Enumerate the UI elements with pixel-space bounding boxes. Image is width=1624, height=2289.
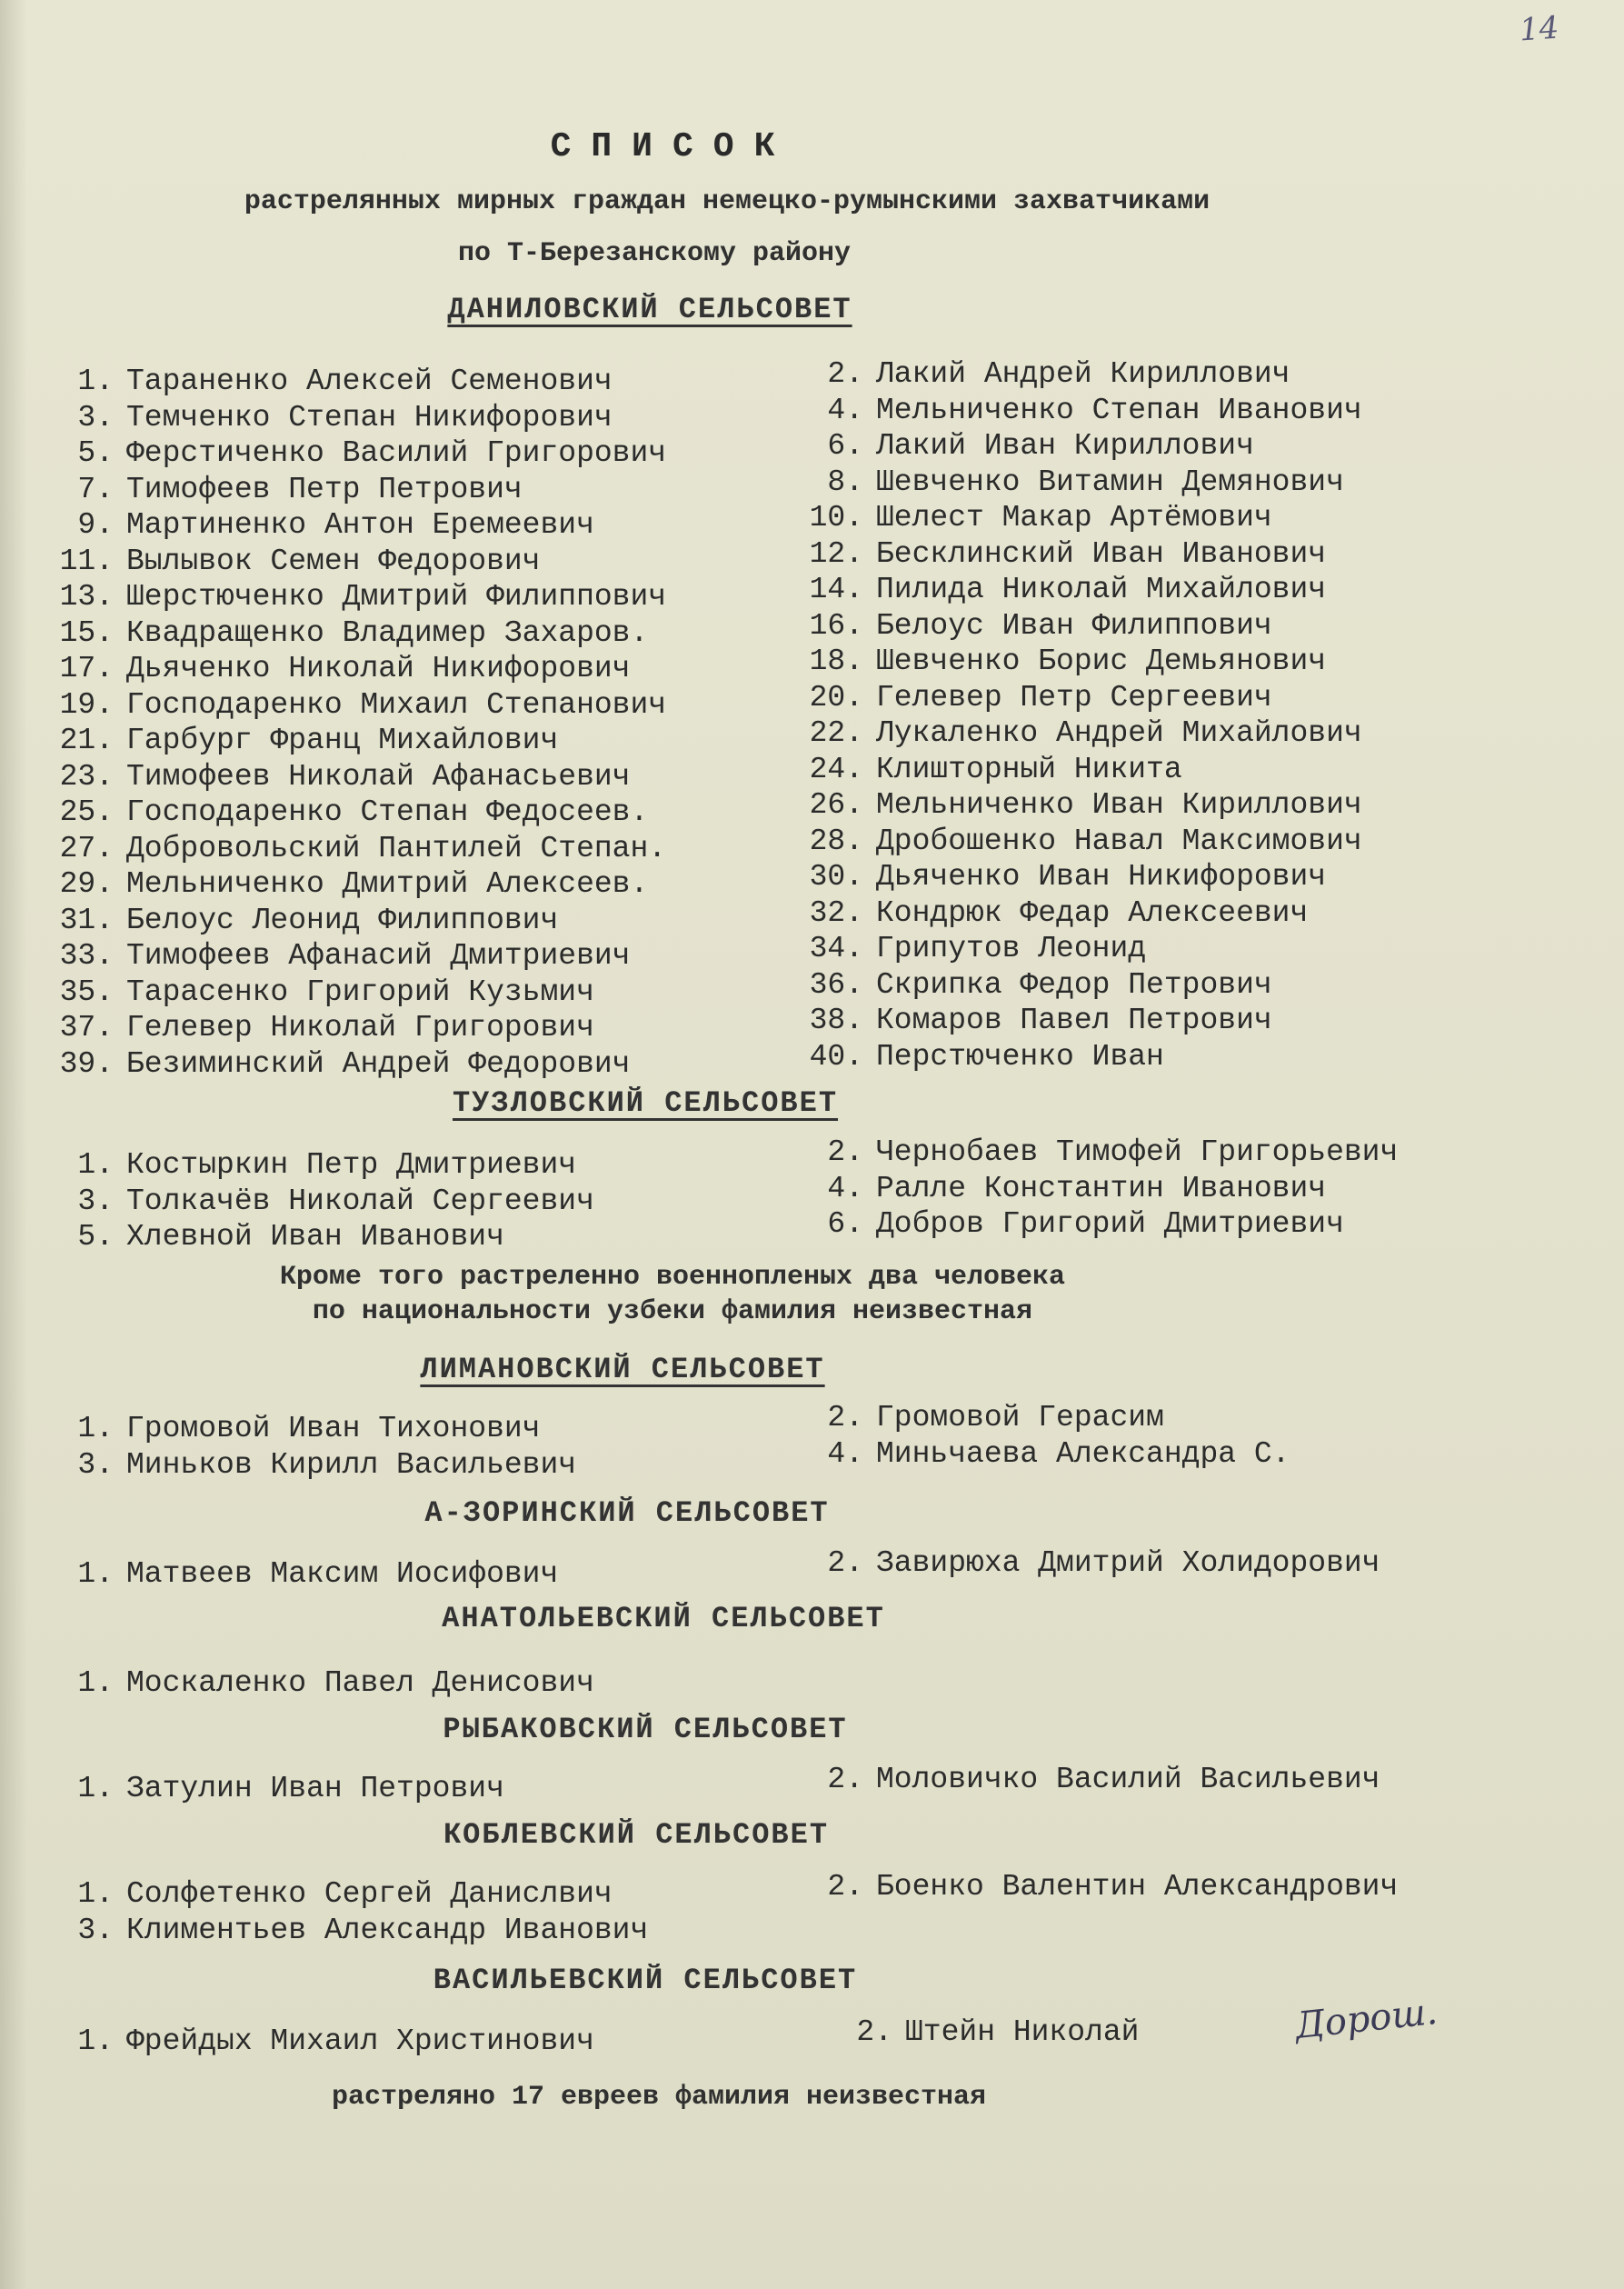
document-subtitle: растрелянных мирных граждан немецко-румынскими захватчиками bbox=[244, 186, 1211, 217]
section-heading-koblevsky: КОБЛЕВСКИЙ СЕЛЬСОВЕТ bbox=[443, 1818, 830, 1852]
koblevsky-left-list bbox=[50, 1876, 648, 1948]
list-item-name: Шерстюченко Дмитрий Филиппович bbox=[126, 580, 667, 614]
list-item-number: 3. bbox=[77, 1447, 114, 1482]
list-item-number: 6. bbox=[827, 429, 863, 463]
list-item bbox=[50, 651, 666, 687]
anatolevsky-left-list bbox=[50, 1665, 594, 1702]
list-item-name: Ралле Константин Иванович bbox=[876, 1171, 1327, 1205]
list-item-number: 32. bbox=[809, 895, 863, 930]
rybakovsky-right-list bbox=[800, 1762, 1380, 1798]
list-item bbox=[50, 1147, 594, 1184]
list-item-number: 20. bbox=[809, 680, 863, 715]
list-item-number: 29. bbox=[59, 867, 114, 901]
list-item-number: 22. bbox=[809, 716, 863, 750]
list-item bbox=[50, 472, 666, 508]
list-item-name: Тарасенко Григорий Кузьмич bbox=[126, 975, 594, 1009]
list-item-name: Мельниченко Степан Иванович bbox=[876, 393, 1362, 427]
list-item-number: 14. bbox=[809, 573, 863, 606]
list-item-name: Белоус Леонид Филиппович bbox=[126, 903, 559, 937]
list-item bbox=[800, 1869, 1398, 1905]
list-item bbox=[50, 1219, 594, 1255]
list-item-number: 26. bbox=[809, 788, 863, 822]
list-item bbox=[800, 1171, 1398, 1207]
list-item-number: 24. bbox=[809, 752, 863, 786]
list-item-number: 4. bbox=[827, 1171, 863, 1205]
list-item bbox=[800, 895, 1362, 932]
rybakovsky-left-list bbox=[50, 1771, 504, 1807]
list-item bbox=[800, 1762, 1380, 1798]
list-item bbox=[800, 1135, 1398, 1171]
tuzlovsky-note-line1: Кроме того растреленно военнопленых два человека bbox=[279, 1262, 1066, 1293]
list-item bbox=[50, 400, 666, 436]
list-item bbox=[50, 435, 666, 472]
list-item-number: 38. bbox=[809, 1004, 863, 1037]
list-item-name: Гарбург Франц Михайлович bbox=[126, 724, 559, 757]
list-item-number: 34. bbox=[809, 932, 863, 965]
danilovsky-left-list bbox=[50, 364, 666, 1082]
list-item bbox=[50, 1447, 576, 1484]
list-item bbox=[800, 536, 1362, 573]
list-item-number: 2. bbox=[827, 357, 863, 391]
list-item-name: Мельниченко Иван Кириллович bbox=[876, 788, 1362, 822]
list-item-number: 2. bbox=[856, 2015, 892, 2049]
list-item-name: Чернобаев Тимофей Григорьевич bbox=[876, 1135, 1399, 1169]
list-item-name: Моловичко Василий Васильевич bbox=[876, 1763, 1380, 1796]
list-item-name: Тимофеев Петр Петрович bbox=[126, 472, 523, 506]
list-item-name: Миньков Кирилл Васильевич bbox=[126, 1447, 577, 1482]
list-item-name: Миньчаева Александра С. bbox=[876, 1436, 1290, 1471]
list-item-number: 23. bbox=[59, 759, 114, 794]
list-item-number: 21. bbox=[59, 724, 114, 757]
list-item bbox=[50, 544, 666, 580]
list-item-name: Комаров Павел Петрович bbox=[876, 1004, 1272, 1037]
list-item-name: Громовой Иван Тихонович bbox=[126, 1412, 541, 1445]
list-item bbox=[50, 687, 666, 724]
list-item-name: Мартиненко Антон Еремеевич bbox=[126, 508, 594, 542]
list-item bbox=[50, 364, 666, 400]
page-number: 14 bbox=[1518, 9, 1560, 49]
tuzlovsky-note-line2: по национальности узбеки фамилия неизвестная bbox=[312, 1296, 1033, 1327]
list-item-number: 6. bbox=[827, 1207, 863, 1241]
list-item-number: 3. bbox=[77, 400, 114, 435]
list-item bbox=[800, 572, 1362, 608]
list-item-number: 1. bbox=[77, 1412, 114, 1445]
list-item-name: Темченко Степан Никифорович bbox=[126, 400, 613, 435]
list-item-number: 1. bbox=[77, 2024, 114, 2058]
list-item-number: 28. bbox=[809, 824, 863, 858]
list-item-name: Климентьев Александр Иванович bbox=[126, 1913, 649, 1947]
list-item-number: 17. bbox=[59, 652, 114, 685]
list-item-name: Фрейдых Михаил Христинович bbox=[126, 2024, 594, 2058]
list-item-number: 3. bbox=[77, 1913, 114, 1947]
koblevsky-right-list bbox=[800, 1869, 1398, 1905]
list-item-name: Штейн Николай bbox=[905, 2015, 1140, 2049]
section-heading-limanovsky: ЛИМАНОВСКИЙ СЕЛЬСОВЕТ bbox=[420, 1353, 825, 1386]
list-item-number: 5. bbox=[77, 1220, 114, 1254]
list-item-name: Добров Григорий Дмитриевич bbox=[876, 1207, 1344, 1241]
list-item bbox=[50, 1913, 648, 1949]
list-item bbox=[800, 500, 1362, 536]
section-heading-rybakovsky: РЫБАКОВСКИЙ СЕЛЬСОВЕТ bbox=[443, 1713, 848, 1746]
list-item-number: 9. bbox=[77, 508, 114, 542]
list-item-number: 40. bbox=[809, 1039, 863, 1074]
list-item-number: 12. bbox=[809, 536, 863, 571]
list-item bbox=[50, 1556, 558, 1593]
list-item bbox=[50, 1010, 666, 1046]
list-item bbox=[50, 1046, 666, 1083]
list-item bbox=[50, 759, 666, 795]
list-item-name: Скрипка Федор Петрович bbox=[876, 967, 1272, 1002]
list-item-number: 13. bbox=[59, 580, 114, 614]
handwritten-signature: Дорош. bbox=[1293, 1990, 1440, 2048]
list-item-name: Боенко Валентин Александрович bbox=[876, 1870, 1399, 1904]
section-heading-azorinsky: А-ЗОРИНСКИЙ СЕЛЬСОВЕТ bbox=[424, 1496, 830, 1530]
list-item bbox=[800, 680, 1362, 716]
list-item bbox=[50, 975, 666, 1011]
list-item bbox=[800, 1400, 1290, 1436]
list-item-number: 5. bbox=[77, 436, 114, 470]
vasilevsky-left-list bbox=[50, 2024, 594, 2060]
list-item-name: Пилида Николай Михайлович bbox=[876, 573, 1327, 606]
list-item-name: Ферстиченко Василий Григорович bbox=[126, 436, 667, 470]
list-item-number: 1. bbox=[77, 1557, 114, 1591]
document-title: СПИСОК bbox=[550, 127, 795, 166]
list-item-name: Тимофеев Афанасий Дмитриевич bbox=[126, 939, 631, 973]
list-item-number: 15. bbox=[59, 615, 114, 650]
list-item-name: Дьяченко Николай Никифорович bbox=[126, 652, 631, 685]
list-item bbox=[800, 1545, 1380, 1582]
list-item-number: 4. bbox=[827, 1436, 863, 1471]
list-item bbox=[800, 752, 1362, 788]
list-item-name: Шевченко Витамин Демянович bbox=[876, 465, 1344, 499]
list-item-number: 1. bbox=[77, 1666, 114, 1700]
list-item-number: 2. bbox=[827, 1870, 863, 1904]
document-district: по Т-Березанскому району bbox=[457, 238, 852, 269]
list-item bbox=[50, 831, 666, 867]
list-item-number: 31. bbox=[59, 903, 114, 937]
list-item-number: 1. bbox=[77, 365, 114, 398]
danilovsky-right-list bbox=[800, 356, 1362, 1075]
list-item-name: Солфетенко Сергей Данислвич bbox=[126, 1877, 613, 1911]
vasilevsky-note: растреляно 17 евреев фамилия неизвестная bbox=[331, 2082, 987, 2113]
list-item bbox=[50, 1411, 576, 1447]
tuzlovsky-left-list bbox=[50, 1147, 594, 1255]
list-item bbox=[800, 787, 1362, 824]
list-item bbox=[50, 1665, 594, 1702]
list-item-name: Квадращенко Владимер Захаров. bbox=[126, 615, 649, 650]
list-item-name: Клишторный Никита bbox=[876, 752, 1182, 786]
list-item bbox=[800, 465, 1362, 501]
list-item bbox=[800, 608, 1362, 645]
list-item bbox=[50, 507, 666, 544]
list-item-number: 35. bbox=[59, 975, 114, 1009]
section-heading-anatolevsky: АНАТОЛЬЕВСКИЙ СЕЛЬСОВЕТ bbox=[442, 1602, 885, 1635]
list-item bbox=[50, 795, 666, 831]
list-item-number: 33. bbox=[59, 939, 114, 973]
list-item bbox=[800, 715, 1362, 752]
list-item-name: Мельниченко Дмитрий Алексеев. bbox=[126, 867, 649, 901]
list-item bbox=[50, 1876, 648, 1913]
list-item-number: 39. bbox=[59, 1046, 114, 1081]
list-item bbox=[800, 1003, 1362, 1039]
list-item-name: Хлевной Иван Иванович bbox=[126, 1220, 504, 1254]
list-item-number: 7. bbox=[77, 472, 114, 506]
list-item-number: 1. bbox=[77, 1772, 114, 1805]
list-item-name: Матвеев Максим Иосифович bbox=[126, 1557, 559, 1591]
list-item-name: Господаренко Михаил Степанович bbox=[126, 687, 667, 722]
list-item-number: 2. bbox=[827, 1546, 863, 1580]
list-item-name: Громовой Герасим bbox=[876, 1401, 1164, 1434]
list-item bbox=[50, 2024, 594, 2060]
list-item-name: Толкачёв Николай Сергеевич bbox=[126, 1184, 594, 1218]
list-item-name: Гелевер Петр Сергеевич bbox=[876, 680, 1272, 715]
list-item-name: Завирюха Дмитрий Холидорович bbox=[876, 1546, 1380, 1580]
list-item-number: 4. bbox=[827, 393, 863, 427]
list-item bbox=[800, 356, 1362, 393]
list-item bbox=[50, 615, 666, 652]
list-item bbox=[800, 1039, 1362, 1075]
list-item-name: Безиминский Андрей Федорович bbox=[126, 1046, 631, 1081]
list-item bbox=[800, 644, 1362, 680]
section-heading-danilovsky: ДАНИЛОВСКИЙ СЕЛЬСОВЕТ bbox=[447, 293, 852, 326]
list-item bbox=[800, 824, 1362, 860]
page-edge-shadow bbox=[0, 0, 27, 2289]
list-item-name: Дьяченко Иван Никифорович bbox=[876, 860, 1327, 894]
list-item-number: 19. bbox=[59, 687, 114, 722]
list-item-name: Москаленко Павел Денисович bbox=[126, 1666, 594, 1700]
list-item-name: Бесклинский Иван Иванович bbox=[876, 536, 1327, 571]
list-item-name: Лукаленко Андрей Михайлович bbox=[876, 716, 1362, 750]
vasilevsky-right-list bbox=[829, 2014, 1139, 2051]
list-item-number: 18. bbox=[809, 645, 863, 678]
list-item-name: Шелест Макар Артёмович bbox=[876, 501, 1272, 535]
list-item-name: Лакий Иван Кириллович bbox=[876, 429, 1254, 463]
list-item-name: Добровольский Пантилей Степан. bbox=[126, 831, 667, 865]
list-item-number: 16. bbox=[809, 608, 863, 643]
limanovsky-left-list bbox=[50, 1411, 576, 1483]
list-item-name: Лакий Андрей Кириллович bbox=[876, 357, 1290, 391]
list-item bbox=[50, 1771, 504, 1807]
list-item-number: 8. bbox=[827, 465, 863, 499]
list-item bbox=[800, 1206, 1398, 1243]
list-item-name: Тараненко Алексей Семенович bbox=[126, 365, 613, 398]
list-item-number: 3. bbox=[77, 1184, 114, 1218]
list-item bbox=[50, 938, 666, 975]
list-item bbox=[800, 967, 1362, 1004]
list-item-name: Шевченко Борис Демьянович bbox=[876, 645, 1327, 678]
list-item-number: 1. bbox=[77, 1148, 114, 1182]
list-item-name: Костыркин Петр Дмитриевич bbox=[126, 1148, 577, 1182]
list-item-name: Кондрюк Федар Алексеевич bbox=[876, 895, 1309, 930]
list-item-number: 37. bbox=[59, 1011, 114, 1045]
list-item-number: 36. bbox=[809, 967, 863, 1002]
list-item-number: 2. bbox=[827, 1135, 863, 1169]
azorinsky-left-list bbox=[50, 1556, 558, 1593]
list-item-name: Дробошенко Навал Максимович bbox=[876, 824, 1362, 858]
azorinsky-right-list bbox=[800, 1545, 1380, 1582]
limanovsky-right-list bbox=[800, 1400, 1290, 1472]
list-item-number: 10. bbox=[809, 501, 863, 535]
list-item-name: Грипутов Леонид bbox=[876, 932, 1147, 965]
list-item-number: 11. bbox=[59, 544, 114, 578]
list-item-number: 2. bbox=[827, 1401, 863, 1434]
list-item-number: 2. bbox=[827, 1763, 863, 1796]
list-item bbox=[800, 1436, 1290, 1473]
list-item bbox=[800, 859, 1362, 895]
list-item-name: Господаренко Степан Федосеев. bbox=[126, 795, 649, 829]
tuzlovsky-right-list bbox=[800, 1135, 1398, 1243]
list-item-name: Перстюченко Иван bbox=[876, 1039, 1164, 1074]
section-heading-tuzlovsky: ТУЗЛОВСКИЙ СЕЛЬСОВЕТ bbox=[452, 1086, 839, 1120]
list-item-name: Вылывок Семен Федорович bbox=[126, 544, 541, 578]
list-item bbox=[800, 428, 1362, 465]
list-item-name: Белоус Иван Филиппович bbox=[876, 608, 1272, 643]
list-item bbox=[829, 2014, 1139, 2051]
list-item bbox=[50, 723, 666, 759]
list-item bbox=[800, 931, 1362, 967]
list-item bbox=[50, 579, 666, 615]
list-item-name: Гелевер Николай Григорович bbox=[126, 1011, 594, 1045]
list-item-number: 27. bbox=[59, 831, 114, 865]
section-heading-vasilevsky: ВАСИЛЬЕВСКИЙ СЕЛЬСОВЕТ bbox=[433, 1964, 858, 1997]
list-item-number: 1. bbox=[77, 1877, 114, 1911]
list-item bbox=[50, 903, 666, 939]
list-item-number: 25. bbox=[59, 795, 114, 829]
list-item-name: Затулин Иван Петрович bbox=[126, 1772, 504, 1805]
list-item-number: 30. bbox=[809, 860, 863, 894]
list-item bbox=[50, 1184, 594, 1220]
list-item-name: Тимофеев Николай Афанасьевич bbox=[126, 759, 631, 794]
list-item bbox=[800, 393, 1362, 429]
list-item bbox=[50, 866, 666, 903]
